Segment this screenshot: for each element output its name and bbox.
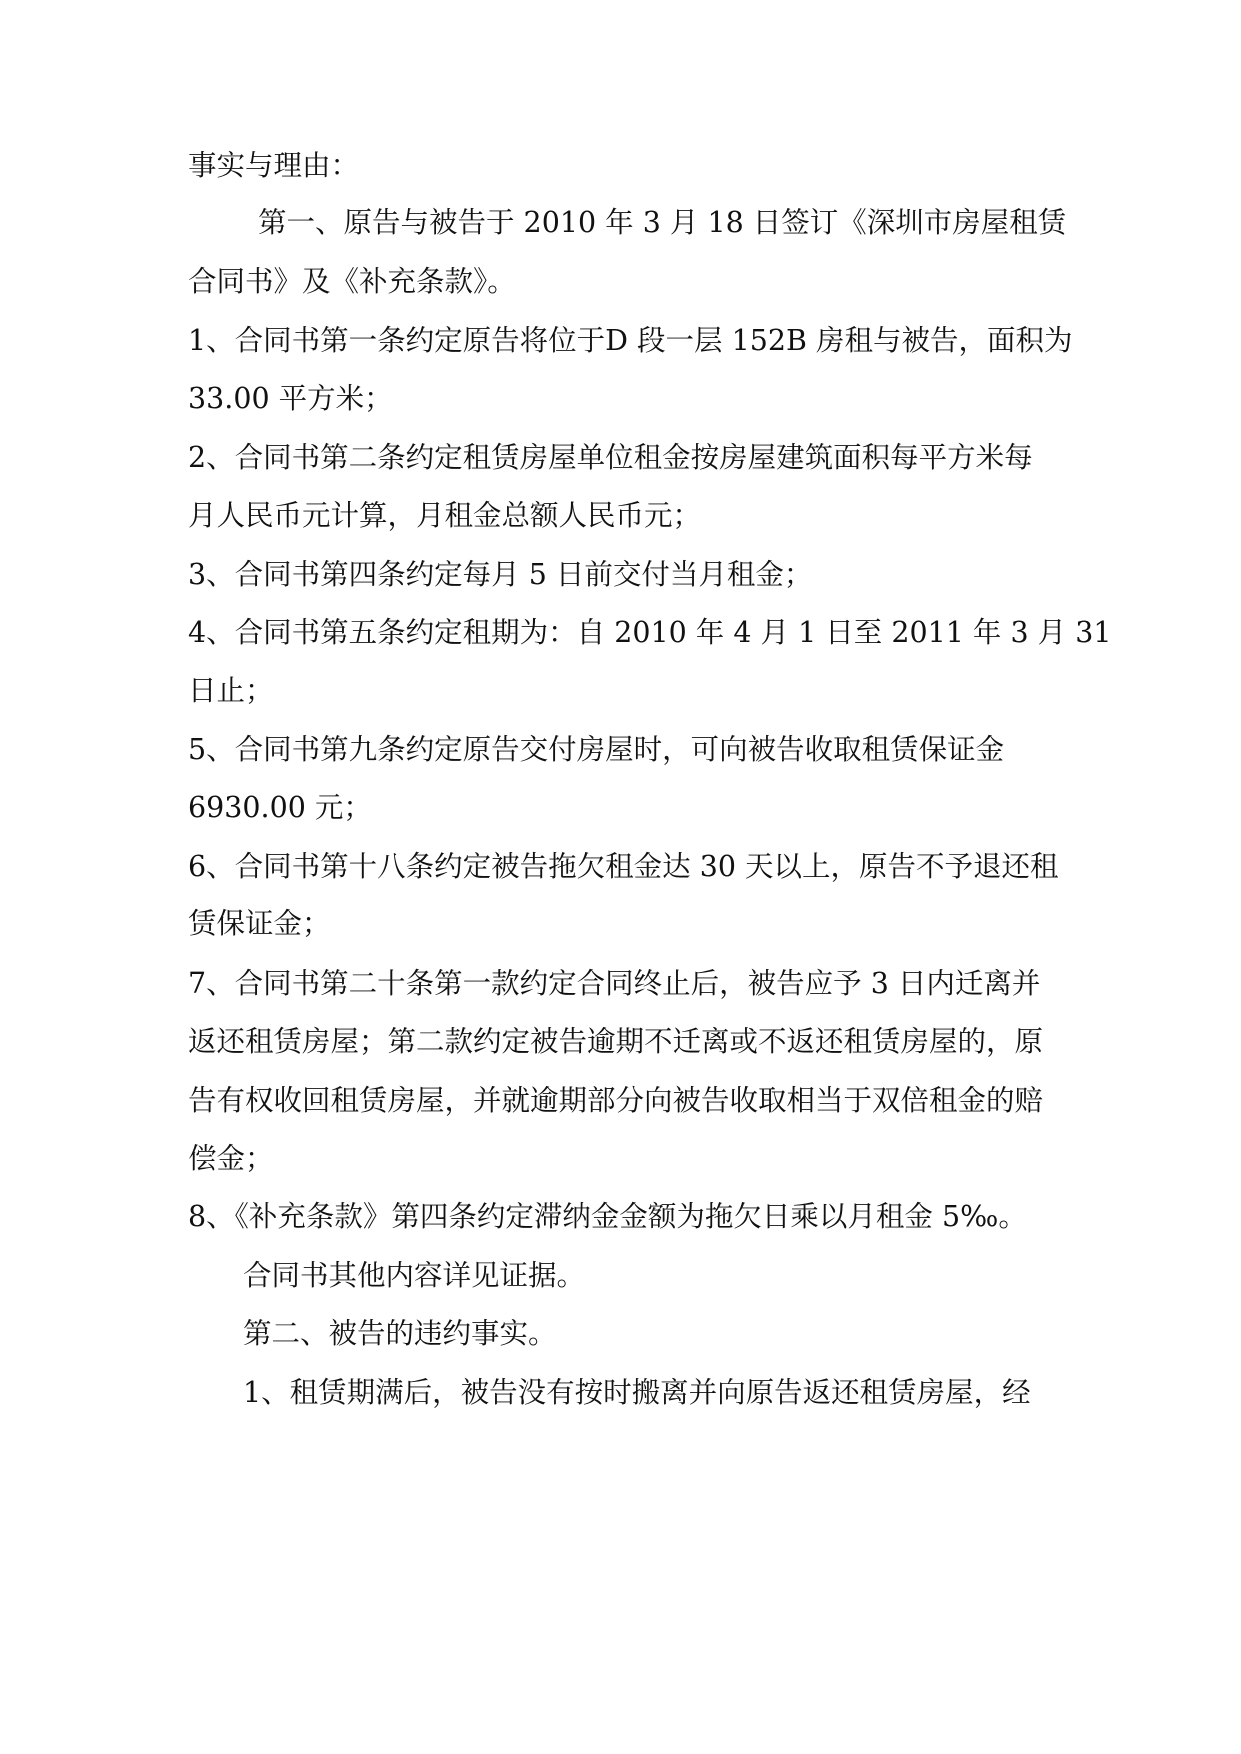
list-item-line: 33.00 平方米； [188, 382, 393, 415]
list-item-line: 日止； [188, 674, 274, 707]
list-item-line: 偿金； [188, 1142, 274, 1175]
section-heading-facts: 事实与理由： [188, 149, 360, 182]
list-item-line: 月人民币元计算，月租金总额人民币元； [188, 499, 702, 532]
list-item-line: 8、《补充条款》第四条约定滞纳金金额为拖欠日乘以月租金 5‰。 [188, 1200, 1027, 1233]
paragraph-line: 合同书》及《补充条款》。 [188, 265, 516, 298]
list-item-line: 4、合同书第五条约定租期为：自 2010 年 4 月 1 日至 2011 年 3 月 31 [188, 616, 1112, 649]
list-item-line: 1、合同书第一条约定原告将位于D 段一层 152B 房租与被告，面积为 [188, 324, 1073, 357]
list-item-line: 2、合同书第二条约定租赁房屋单位租金按房屋建筑面积每平方米每 [188, 441, 1033, 474]
list-item-line: 7、合同书第二十条第一款约定合同终止后，被告应予 3 日内迁离并 [188, 967, 1041, 1000]
list-item-line: 5、合同书第九条约定原告交付房屋时，可向被告收取租赁保证金 [188, 733, 1005, 766]
paragraph-line: 第一、原告与被告于 2010 年 3 月 18 日签订《深圳市房屋租赁 [258, 206, 1067, 239]
list-item-line: 返还租赁房屋；第二款约定被告逾期不迁离或不返还租赁房屋的，原 [188, 1025, 1044, 1058]
paragraph-line: 合同书其他内容详见证据。 [243, 1259, 586, 1292]
list-item-line: 1、租赁期满后，被告没有按时搬离并向原告返还租赁房屋，经 [243, 1376, 1031, 1409]
list-item-line: 6930.00 元； [188, 791, 372, 824]
list-item-line: 6、合同书第十八条约定被告拖欠租金达 30 天以上，原告不予退还租 [188, 850, 1059, 883]
list-item-line: 3、合同书第四条约定每月 5 日前交付当月租金； [188, 558, 813, 591]
section-heading-breach: 第二、被告的违约事实。 [243, 1317, 557, 1350]
list-item-line: 赁保证金； [188, 907, 331, 940]
list-item-line: 告有权收回租赁房屋，并就逾期部分向被告收取相当于双倍租金的赔 [188, 1084, 1044, 1117]
